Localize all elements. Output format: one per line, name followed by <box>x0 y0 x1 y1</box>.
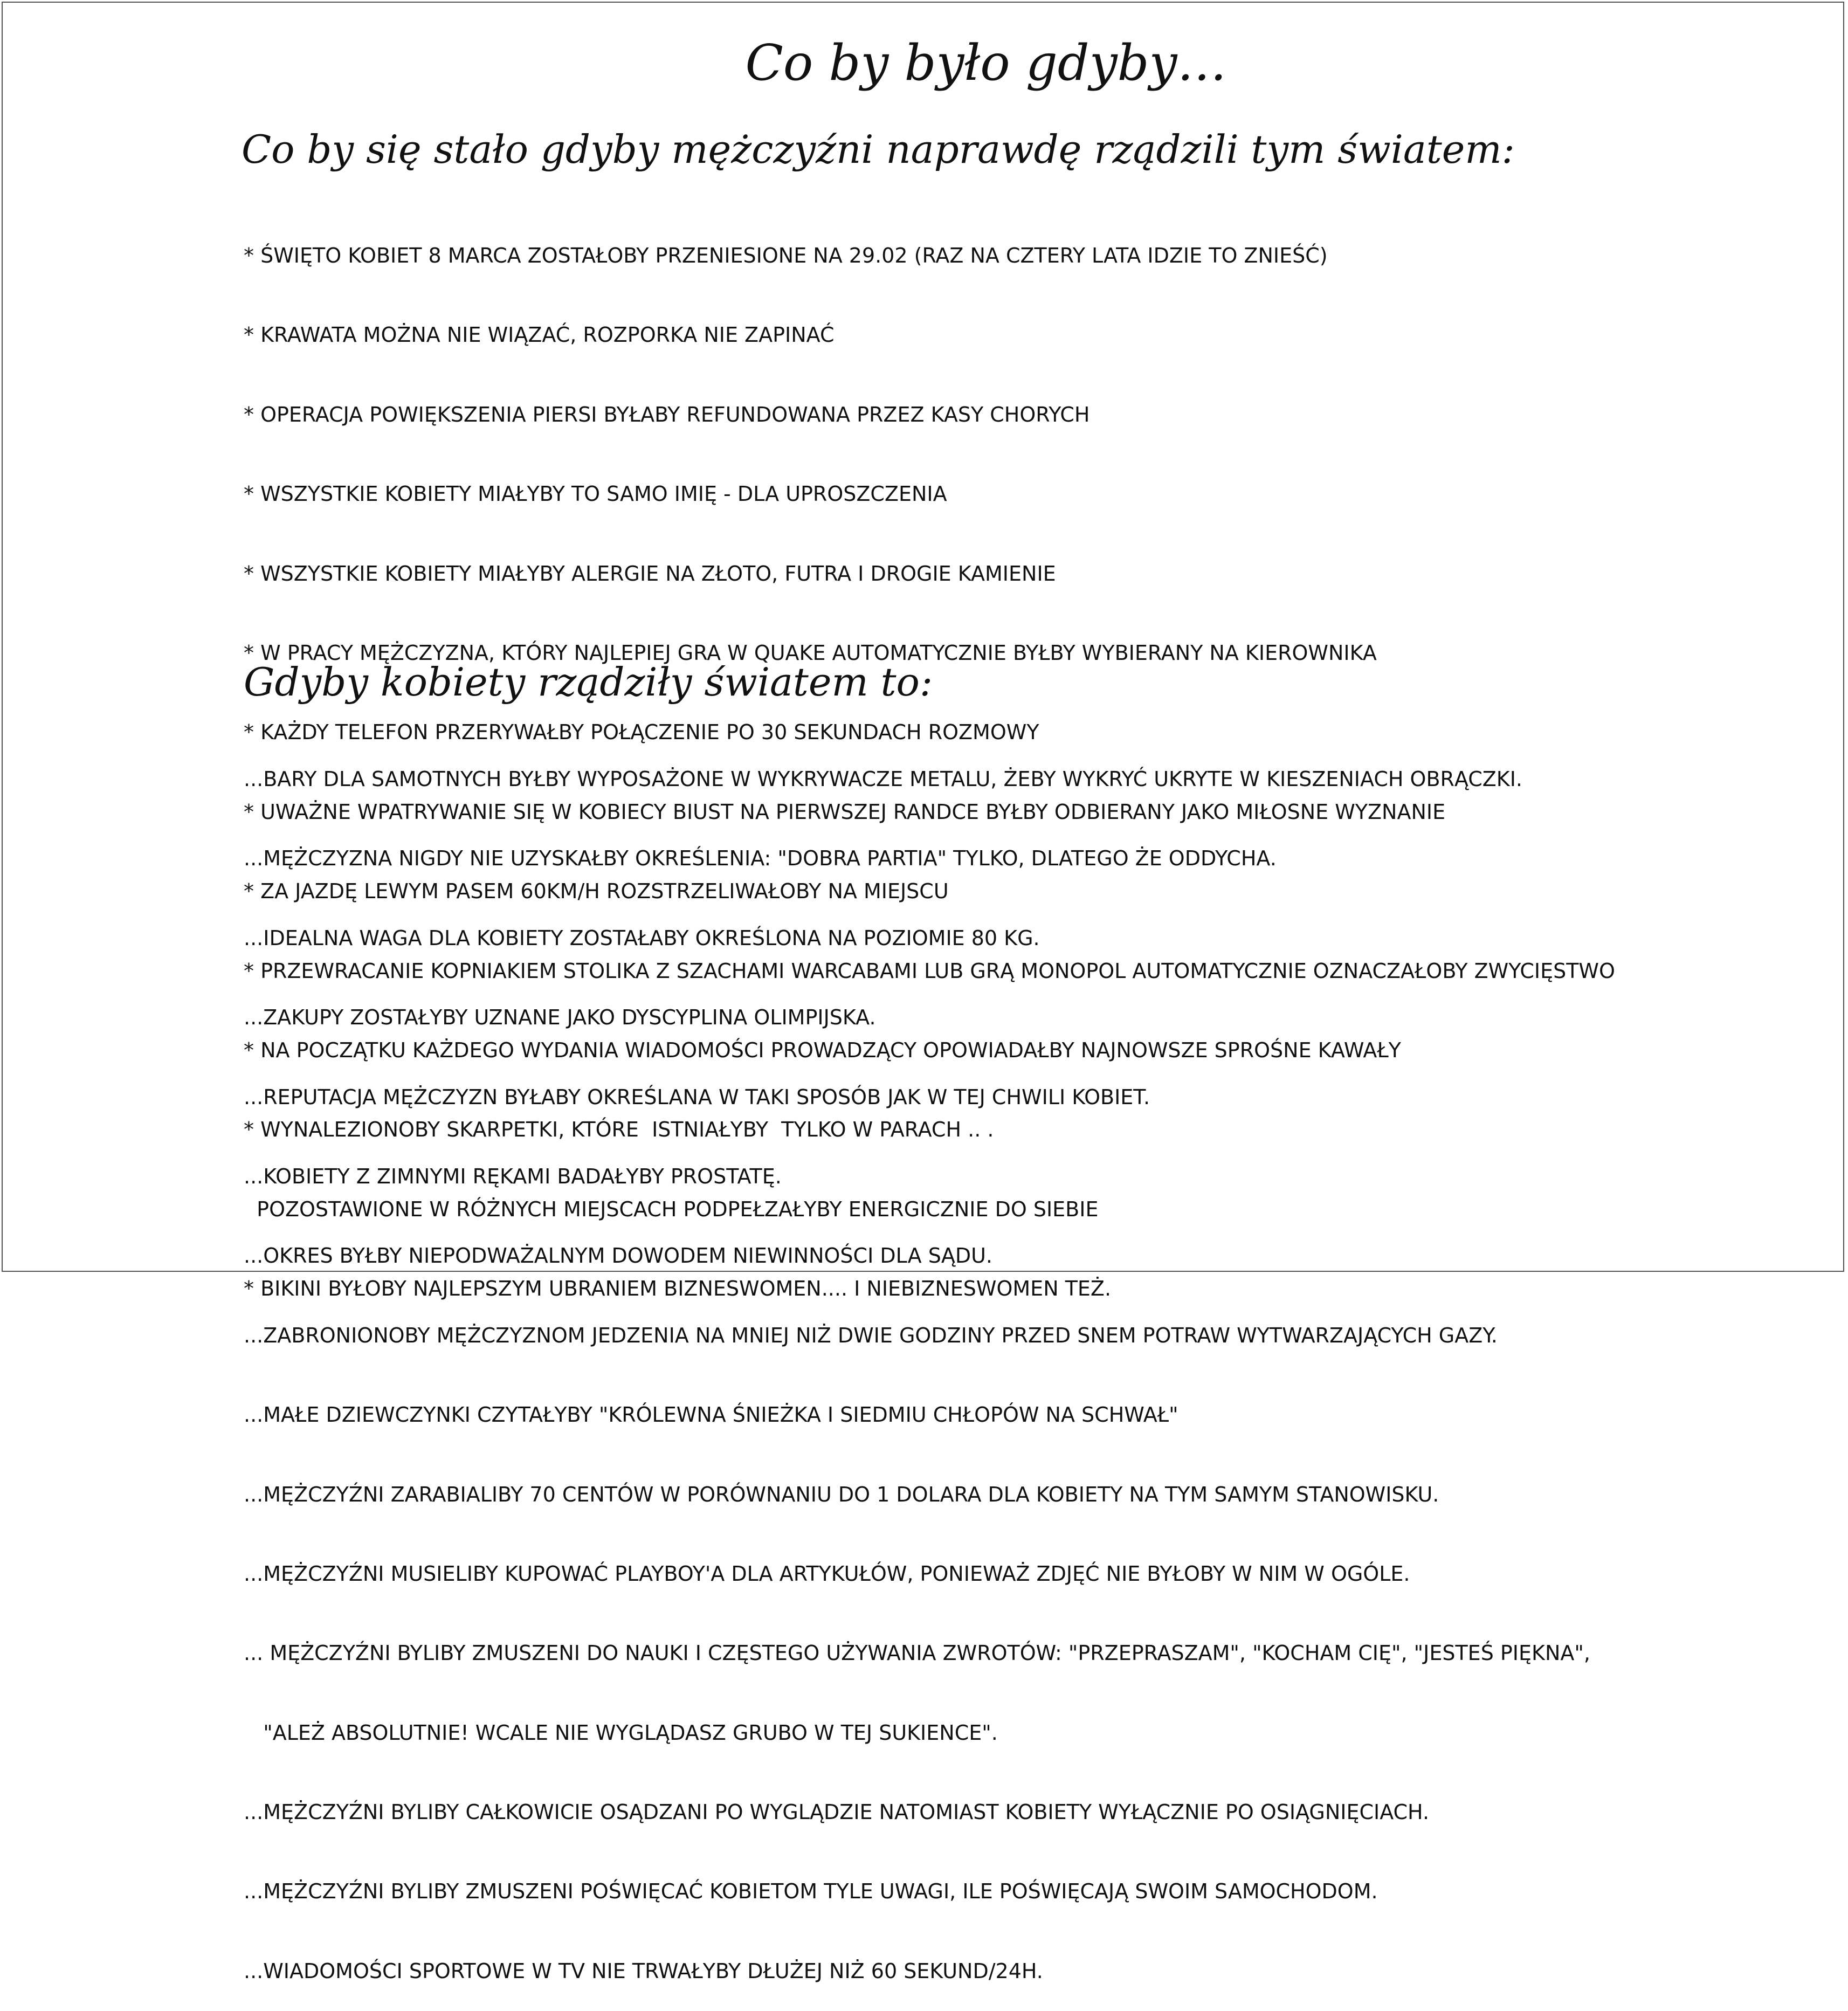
list-item: * UWAŻNE WPATRYWANIE SIĘ W KOBIECY BIUST NA PIERWSZEJ RANDCE BYŁBY ODBIERANY JAKO MIŁOSNE WYZNANIE <box>244 800 1446 824</box>
list-item: POZOSTAWIONE W RÓŻNYCH MIEJSCACH PODPEŁZAŁYBY ENERGICZNIE DO SIEBIE <box>244 1197 1099 1221</box>
list-item: ...ZABRONIONOBY MĘŻCZYZNOM JEDZENIA NA MNIEJ NIŻ DWIE GODZINY PRZED SNEM POTRAW WYTWARZAJĄCYCH GAZY. <box>244 1323 1498 1347</box>
list-item: * WSZYSTKIE KOBIETY MIAŁYBY ALERGIE NA ZŁOTO, FUTRA I DROGIE KAMIENIE <box>244 561 1056 586</box>
section-heading-women: Gdyby kobiety rządziły światem to: <box>244 659 933 705</box>
women-rule-list <box>244 716 1590 2011</box>
list-item: ...MĘŻCZYŹNI BYLIBY CAŁKOWICIE OSĄDZANI PO WYGLĄDZIE NATOMIAST KOBIETY WYŁĄCZNIE PO OSIĄGNIĘCIACH. <box>244 1800 1430 1824</box>
list-item: ...IDEALNA WAGA DLA KOBIETY ZOSTAŁABY OKREŚLONA NA POZIOMIE 80 KG. <box>244 926 1040 950</box>
list-item: ...OKRES BYŁBY NIEPODWAŻALNYM DOWODEM NIEWINNOŚCI DLA SĄDU. <box>244 1244 993 1268</box>
list-item: "ALEŻ ABSOLUTNIE! WCALE NIE WYGLĄDASZ GRUBO W TEJ SUKIENCE". <box>244 1720 998 1745</box>
list-item: ...BARY DLA SAMOTNYCH BYŁBY WYPOSAŻONE W WYKRYWACZE METALU, ŻEBY WYKRYĆ UKRYTE W KIESZENIACH OBRĄCZKI. <box>244 767 1523 791</box>
page-title: Co by było gdyby… <box>745 34 1227 92</box>
list-item: ...MĘŻCZYŹNI ZARABIALIBY 70 CENTÓW W PORÓWNANIU DO 1 DOLARA DLA KOBIETY NA TYM SAMYM STANOWISKU. <box>244 1482 1439 1506</box>
list-item: * ZA JAZDĘ LEWYM PASEM 60KM/H ROZSTRZELIWAŁOBY NA MIEJSCU <box>244 879 949 904</box>
list-item: * KRAWATA MOŻNA NIE WIĄZAĆ, ROZPORKA NIE ZAPINAĆ <box>244 323 835 347</box>
list-item: * WSZYSTKIE KOBIETY MIAŁYBY TO SAMO IMIĘ - DLA UPROSZCZENIA <box>244 482 947 506</box>
section-heading-men: Co by się stało gdyby mężczyźni naprawdę rządzili tym światem: <box>242 127 1515 172</box>
list-item: ...REPUTACJA MĘŻCZYZN BYŁABY OKREŚLANA W TAKI SPOSÓB JAK W TEJ CHWILI KOBIET. <box>244 1085 1150 1109</box>
list-item: ...MAŁE DZIEWCZYNKI CZYTAŁYBY "KRÓLEWNA ŚNIEŻKA I SIEDMIU CHŁOPÓW NA SCHWAŁ" <box>244 1403 1178 1427</box>
list-item: ...ZAKUPY ZOSTAŁYBY UZNANE JAKO DYSCYPLINA OLIMPIJSKA. <box>244 1005 876 1030</box>
list-item: * NA POCZĄTKU KAŻDEGO WYDANIA WIADOMOŚCI PROWADZĄCY OPOWIADAŁBY NAJNOWSZE SPROŚNE KAWAŁY <box>244 1038 1401 1062</box>
list-item: ...MĘŻCZYŹNI MUSIELIBY KUPOWAĆ PLAYBOY'A DLA ARTYKUŁÓW, PONIEWAŻ ZDJĘĆ NIE BYŁOBY W NIM W OGÓLE. <box>244 1561 1410 1586</box>
list-item: * W PRACY MĘŻCZYZNA, KTÓRY NAJLEPIEJ GRA W QUAKE AUTOMATYCZNIE BYŁBY WYBIERANY NA KIEROWNIKA <box>244 641 1377 665</box>
list-item: ...MĘŻCZYŹNI BYLIBY ZMUSZENI POŚWIĘCAĆ KOBIETOM TYLE UWAGI, ILE POŚWIĘCAJĄ SWOIM SAMOCHODOM. <box>244 1879 1378 1904</box>
list-item: * WYNALEZIONOBY SKARPETKI, KTÓRE ISTNIAŁYBY TYLKO W PARACH .. . <box>244 1118 994 1142</box>
list-item: * OPERACJA POWIĘKSZENIA PIERSI BYŁABY REFUNDOWANA PRZEZ KASY CHORYCH <box>244 402 1090 426</box>
list-item: ...KOBIETY Z ZIMNYMI RĘKAMI BADAŁYBY PROSTATĘ. <box>244 1164 782 1188</box>
list-item: * KAŻDY TELEFON PRZERYWAŁBY POŁĄCZENIE PO 30 SEKUNDACH ROZMOWY <box>244 720 1039 745</box>
list-item: ...WIADOMOŚCI SPORTOWE W TV NIE TRWAŁYBY DŁUŻEJ NIŻ 60 SEKUND/24H. <box>244 1959 1043 1983</box>
list-item: * BIKINI BYŁOBY NAJLEPSZYM UBRANIEM BIZNESWOMEN.... I NIEBIZNESWOMEN TEŻ. <box>244 1277 1112 1301</box>
list-item: * PRZEWRACANIE KOPNIAKIEM STOLIKA Z SZACHAMI WARCABAMI LUB GRĄ MONOPOL AUTOMATYCZNIE OZNACZAŁOBY ZWYCIĘSTWO <box>244 959 1615 983</box>
list-item: ...MĘŻCZYZNA NIGDY NIE UZYSKAŁBY OKREŚLENIA: "DOBRA PARTIA" TYLKO, DLATEGO ŻE ODDYCHA. <box>244 846 1277 871</box>
list-item: ... MĘŻCZYŹNI BYLIBY ZMUSZENI DO NAUKI I CZĘSTEGO UŻYWANIA ZWROTÓW: "PRZEPRASZAM", "KOCHAM CIĘ", "JESTEŚ PIĘKNA", <box>244 1641 1590 1665</box>
list-item: * ŚWIĘTO KOBIET 8 MARCA ZOSTAŁOBY PRZENIESIONE NA 29.02 (RAZ NA CZTERY LATA IDZIE TO ZNIEŚĆ) <box>244 244 1328 267</box>
